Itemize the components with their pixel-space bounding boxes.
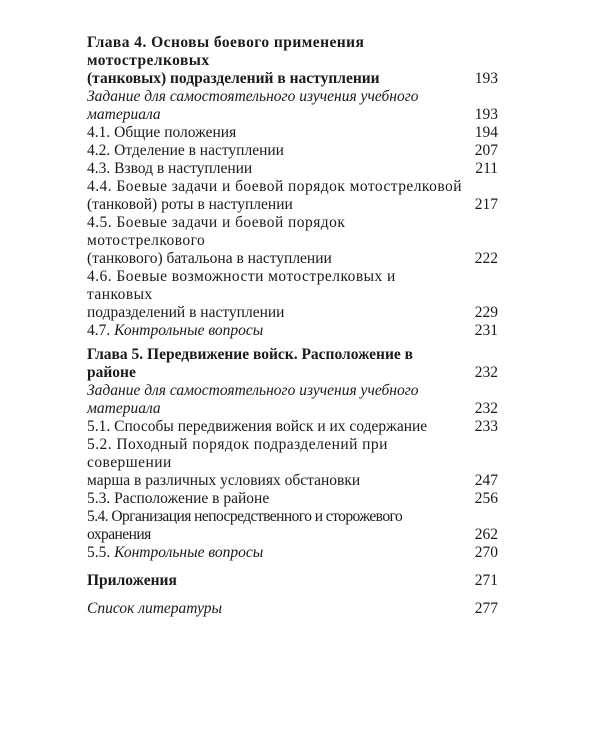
entry-title-line-2: подразделений в наступлении [87, 304, 285, 321]
page-number: 193 [474, 70, 498, 87]
entry-title: 4.1. Общие положения [87, 124, 237, 141]
entry-title-line-2: (танкового) батальона в наступлении [87, 250, 332, 267]
page-number: 256 [474, 490, 498, 507]
toc-entry-4-5[interactable] [87, 214, 498, 268]
page-number: 277 [474, 600, 498, 617]
toc-entry-5-5[interactable] [87, 544, 498, 562]
page-number: 271 [474, 572, 498, 589]
entry-title: Задание для самостоятельного изучения учебного материала [87, 382, 419, 417]
toc-entry-4-6[interactable] [87, 268, 498, 322]
toc-entry-ch5-task[interactable] [87, 382, 498, 418]
page-number: 262 [474, 526, 498, 543]
page-number: 211 [475, 160, 498, 177]
toc-entry-5-1[interactable] [87, 418, 498, 436]
toc-entry-4-4[interactable] [87, 178, 498, 214]
toc-entry-4-2[interactable] [87, 142, 498, 160]
toc-entry-chapter-4[interactable] [87, 34, 498, 88]
toc-entry-references[interactable] [87, 600, 498, 618]
entry-title: 5.1. Способы передвижения войск и их содержание [87, 418, 428, 435]
page-number: 222 [474, 250, 498, 267]
toc-entry-appendix[interactable] [87, 572, 498, 590]
entry-number: 4.7. [87, 322, 111, 339]
table-of-contents [87, 34, 498, 618]
page-number: 247 [474, 472, 498, 489]
entry-title-line-2: (танковой) роты в наступлении [87, 196, 293, 213]
entry-title-line-1: 5.2. Походный порядок подразделений при совершении [87, 436, 388, 471]
entry-title-line-1: 4.5. Боевые задачи и боевой порядок мотострелкового [87, 214, 346, 249]
page-number: 270 [474, 544, 498, 561]
toc-entry-4-7[interactable] [87, 322, 498, 340]
chapter-title-line-2: (танковых) подразделений в наступлении [87, 70, 380, 87]
page-number: 217 [474, 196, 498, 213]
toc-entry-5-2[interactable] [87, 436, 498, 490]
toc-entry-5-3[interactable] [87, 490, 498, 508]
toc-entry-chapter-5[interactable] [87, 346, 498, 382]
entry-title: 4.2. Отделение в наступлении [87, 142, 284, 159]
page-number: 231 [474, 322, 498, 339]
page-number: 232 [474, 364, 498, 381]
entry-title-line-1: 4.6. Боевые возможности мотострелковых и танковых [87, 268, 396, 303]
entry-number: 5.5. [87, 544, 111, 561]
entry-title-line-1: 4.4. Боевые задачи и боевой порядок мотострелковой [87, 178, 462, 195]
toc-entry-5-4[interactable] [87, 508, 498, 544]
page-number: 233 [474, 418, 498, 435]
entry-title-line-2: марша в различных условиях обстановки [87, 472, 361, 489]
entry-title: Контрольные вопросы [114, 544, 264, 561]
entry-title: Приложения [87, 572, 177, 589]
entry-title: Задание для самостоятельного изучения учебного материала [87, 88, 419, 123]
page-number: 193 [474, 106, 498, 123]
page-number: 232 [474, 400, 498, 417]
entry-title: 5.4. Организация непосредственного и сторожевого охранения [87, 508, 403, 543]
toc-entry-4-1[interactable] [87, 124, 498, 142]
entry-title: 5.3. Расположение в районе [87, 490, 270, 507]
entry-title: 4.3. Взвод в наступлении [87, 160, 253, 177]
page-number: 194 [474, 124, 498, 141]
chapter-title: Глава 5. Передвижение войск. Расположение в районе [87, 346, 413, 381]
chapter-title-line-1: Глава 4. Основы боевого применения мотострелковых [87, 34, 365, 69]
entry-title: Контрольные вопросы [114, 322, 264, 339]
toc-entry-ch4-task[interactable] [87, 88, 498, 124]
page-number: 229 [474, 304, 498, 321]
page-number: 207 [474, 142, 498, 159]
entry-title: Список литературы [87, 600, 223, 617]
toc-entry-4-3[interactable] [87, 160, 498, 178]
